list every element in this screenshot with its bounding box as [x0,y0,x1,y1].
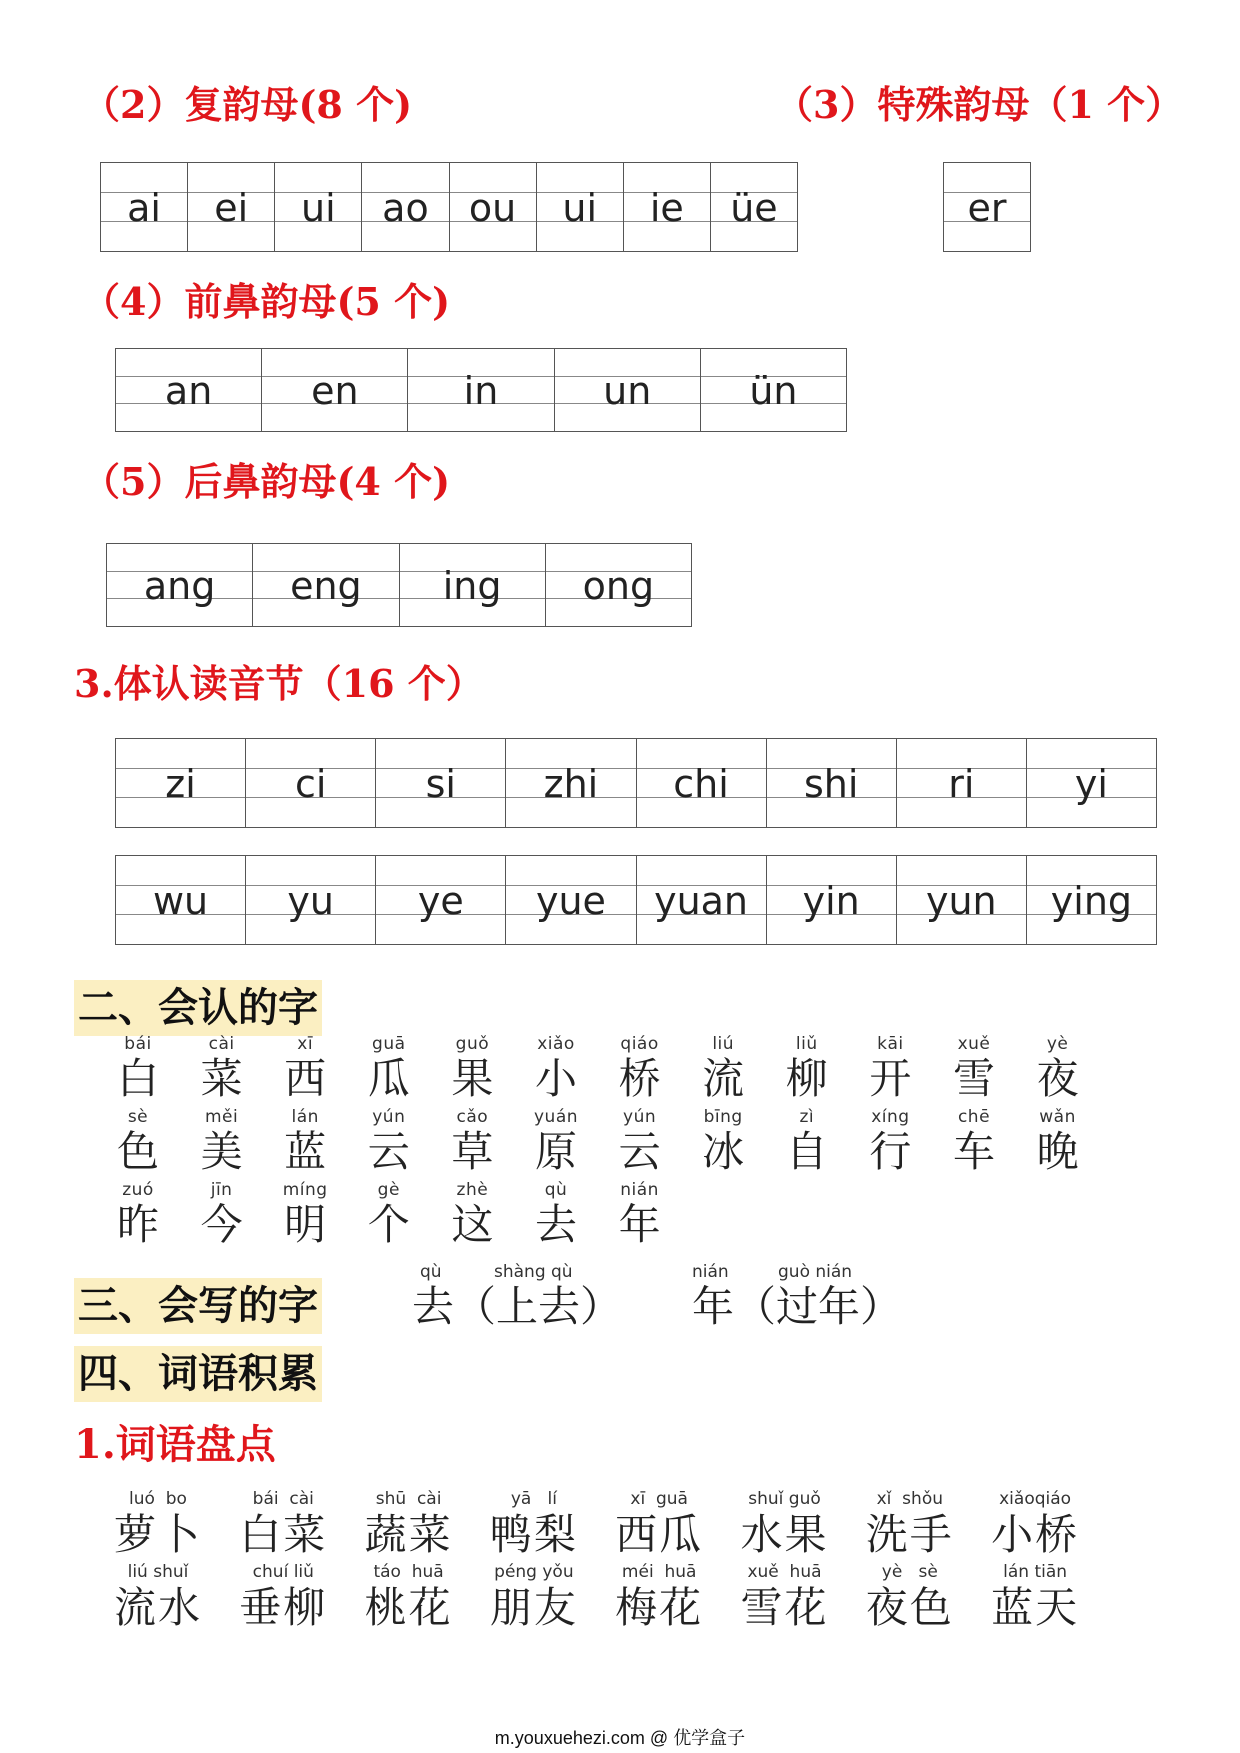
char-with-pinyin [436,1180,508,1250]
char-pinyin: bīng [703,1107,743,1127]
char-hanzi: 云 [618,1127,661,1176]
word-pinyin: bái cài [252,1489,314,1509]
syllable-cell: yuan [637,856,767,944]
word-pinyin: xiǎoqiáo [999,1489,1072,1509]
char-hanzi: 桥 [618,1054,661,1103]
char-pinyin: sè [127,1107,149,1127]
word-hanzi: 雪花 [740,1583,829,1632]
char-pinyin: jīn [210,1180,233,1200]
word-with-pinyin [729,1488,841,1560]
recognize-title: 二、会认的字 [74,980,322,1036]
write-word: 上去 [496,1282,581,1331]
char-hanzi: 这 [451,1200,494,1249]
word-hanzi: 鸭梨 [489,1510,578,1559]
char-with-pinyin [102,1107,174,1177]
final-cell: üe [730,186,778,230]
char-with-pinyin [604,1180,676,1250]
word-with-pinyin [478,1488,590,1560]
word-pinyin: xuě huā [747,1562,822,1582]
char-with-pinyin [269,1180,341,1250]
char-with-pinyin [771,1107,843,1177]
char-pinyin: liú [712,1034,735,1054]
word-with-pinyin [102,1561,214,1633]
final-cell: ai [101,163,188,251]
front-nasal-title: （4）前鼻韵母(5 个) [82,279,451,324]
char-pinyin: liǔ [795,1034,818,1054]
final-cell: ün [749,369,798,413]
char-with-pinyin [1022,1107,1094,1177]
char-hanzi: 夜 [1036,1054,1079,1103]
final-cell: ou [450,163,537,251]
char-hanzi: 果 [451,1054,494,1103]
final-cell: eng [253,544,399,626]
word-with-pinyin [854,1488,966,1560]
word-pinyin: yā lí [510,1489,557,1509]
char-pinyin: wǎn [1039,1107,1076,1127]
word-hanzi: 洗手 [865,1510,954,1559]
word-pinyin: yè sè [881,1562,938,1582]
final-cell: in [408,349,554,431]
char-pinyin: měi [204,1107,239,1127]
word-hanzi: 白菜 [239,1510,328,1559]
final-cell: ui [537,163,624,251]
whole-syllables-grid-1 [115,738,1157,828]
char-hanzi: 去 [534,1200,577,1249]
char-with-pinyin [353,1180,425,1250]
write-title: 三、会写的字 [74,1278,322,1334]
footer-brand: 优学盒子 [673,1728,746,1748]
char-hanzi: 原 [534,1127,577,1176]
word-pinyin: táo huā [373,1562,444,1582]
word-with-pinyin [353,1561,465,1633]
word-pinyin: xǐ shǒu [876,1489,943,1509]
char-hanzi: 自 [785,1127,828,1176]
char-pinyin: xiǎo [537,1034,575,1054]
special-final-grid [943,162,1031,252]
char-pinyin: xī [297,1034,314,1054]
char-pinyin: bái [124,1034,152,1054]
word-with-pinyin [979,1561,1091,1633]
syllable-cell: yu [246,856,376,944]
word-pinyin: xī guā [630,1489,688,1509]
word-with-pinyin [603,1488,715,1560]
char-hanzi: 车 [952,1127,995,1176]
char-hanzi: 色 [116,1127,159,1176]
syllable-cell: ye [376,856,506,944]
char-hanzi: 白 [116,1054,159,1103]
char-pinyin: yuán [533,1107,579,1127]
char-with-pinyin [938,1034,1010,1104]
word-pinyin: lán tiān [1003,1562,1068,1582]
write-word-pinyin: guò nián [778,1262,853,1282]
footer-sep: @ [649,1728,669,1748]
char-hanzi: 蓝 [284,1127,327,1176]
compound-finals-grid [100,162,798,252]
word-hanzi: 朋友 [489,1583,578,1632]
final-cell: ei [188,163,275,251]
word-with-pinyin [353,1488,465,1560]
char-hanzi: 小 [534,1054,577,1103]
char-hanzi: 雪 [952,1054,995,1103]
char-with-pinyin [102,1180,174,1250]
char-pinyin: míng [282,1180,328,1200]
word-with-pinyin [102,1488,214,1560]
char-pinyin: qiáo [620,1034,659,1054]
back-nasal-title: （5）后鼻韵母(4 个) [82,459,451,504]
word-with-pinyin [603,1561,715,1633]
word-hanzi: 蔬菜 [364,1510,453,1559]
write-char-line: 年（过年） [692,1282,903,1331]
word-hanzi: 水果 [740,1510,829,1559]
char-hanzi: 年 [618,1200,661,1249]
syllable-cell: si [376,739,506,827]
char-pinyin: xíng [871,1107,910,1127]
char-with-pinyin [353,1034,425,1104]
word-hanzi: 蓝天 [991,1583,1080,1632]
word-pinyin: liú shuǐ [127,1562,189,1582]
char-hanzi: 柳 [785,1054,828,1103]
char-pinyin: chē [957,1107,991,1127]
char-pinyin: yún [372,1107,406,1127]
char-pinyin: gè [377,1180,400,1200]
char-with-pinyin [186,1034,258,1104]
final-cell: an [116,349,262,431]
char-hanzi: 菜 [200,1054,243,1103]
char-pinyin: qù [544,1180,568,1200]
syllable-cell: ri [897,739,1027,827]
char-with-pinyin [687,1034,759,1104]
char-with-pinyin [186,1107,258,1177]
word-hanzi: 萝卜 [113,1510,202,1559]
char-with-pinyin [102,1034,174,1104]
char-with-pinyin [854,1034,926,1104]
write-word: 过年 [776,1282,861,1331]
char-with-pinyin [186,1180,258,1250]
word-with-pinyin [729,1561,841,1633]
word-pinyin: luó bo [129,1489,187,1509]
char-with-pinyin [604,1107,676,1177]
char-pinyin: kāi [877,1034,904,1054]
char-hanzi: 美 [200,1127,243,1176]
write-char-pinyin: nián [692,1262,729,1282]
char-hanzi: 流 [702,1054,745,1103]
word-with-pinyin [478,1561,590,1633]
char-with-pinyin [771,1034,843,1104]
final-cell: ui [275,163,362,251]
syllable-cell: wu [116,856,246,944]
char-hanzi: 明 [284,1200,327,1249]
word-hanzi: 小桥 [991,1510,1080,1559]
write-word-pinyin: shàng qù [494,1262,573,1282]
vocab-subtitle: 1.词语盘点 [74,1421,276,1468]
char-with-pinyin [436,1034,508,1104]
char-hanzi: 今 [200,1200,243,1249]
char-pinyin: nián [620,1180,659,1200]
char-hanzi: 行 [869,1127,912,1176]
word-hanzi: 流水 [113,1583,202,1632]
syllable-cell: chi [637,739,767,827]
char-with-pinyin [687,1107,759,1177]
final-cell: ong [582,564,655,608]
syllable-cell: yi [1074,762,1108,806]
syllable-cell: ying [1050,879,1133,923]
char-hanzi: 个 [367,1200,410,1249]
syllable-cell: yin [767,856,897,944]
vocab-title: 四、词语积累 [74,1346,322,1402]
word-pinyin: péng yǒu [494,1562,574,1582]
char-hanzi: 瓜 [367,1054,410,1103]
word-hanzi: 西瓜 [615,1510,704,1559]
word-with-pinyin [854,1561,966,1633]
char-with-pinyin [520,1034,592,1104]
final-cell: en [262,349,408,431]
syllable-cell: yue [506,856,636,944]
final-cell: er [967,186,1007,230]
char-with-pinyin [436,1107,508,1177]
char-with-pinyin [1022,1034,1094,1104]
char-with-pinyin [269,1034,341,1104]
footer-site[interactable]: m.youxuehezi.com [494,1728,645,1748]
char-pinyin: xuě [957,1034,991,1054]
char-hanzi: 西 [284,1054,327,1103]
word-with-pinyin [227,1488,339,1560]
word-pinyin: shū cài [375,1489,442,1509]
word-pinyin: shuǐ guǒ [748,1489,821,1509]
char-hanzi: 昨 [116,1200,159,1249]
front-nasal-grid [115,348,847,432]
final-cell: ao [362,163,449,251]
char-with-pinyin [520,1107,592,1177]
final-cell: un [555,349,701,431]
final-cell: ang [107,544,253,626]
syllable-cell: shi [767,739,897,827]
char-with-pinyin [938,1107,1010,1177]
char-hanzi: 开 [869,1054,912,1103]
char-pinyin: zì [799,1107,815,1127]
final-cell: ie [624,163,711,251]
write-char: 去 [412,1282,455,1331]
char-hanzi: 云 [367,1127,410,1176]
char-pinyin: cǎo [456,1107,489,1127]
char-with-pinyin [854,1107,926,1177]
write-char: 年 [692,1282,735,1331]
char-pinyin: lán [291,1107,319,1127]
final-cell: ing [400,544,546,626]
char-pinyin: guǒ [455,1034,490,1054]
char-hanzi: 草 [451,1127,494,1176]
char-with-pinyin [520,1180,592,1250]
word-hanzi: 桃花 [364,1583,453,1632]
char-pinyin: yún [623,1107,657,1127]
compound-finals-title: （2）复韵母(8 个) [82,82,413,127]
word-pinyin: chuí liǔ [252,1562,314,1582]
char-pinyin: yè [1046,1034,1069,1054]
word-with-pinyin [227,1561,339,1633]
write-char-line: 去（上去） [412,1282,623,1331]
word-pinyin: méi huā [621,1562,697,1582]
write-char-pinyin: qù [420,1262,442,1282]
special-final-title: （3）特殊韵母（1 个） [775,82,1184,127]
char-with-pinyin [269,1107,341,1177]
char-pinyin: guā [372,1034,406,1054]
char-hanzi: 晚 [1036,1127,1079,1176]
word-hanzi: 垂柳 [239,1583,328,1632]
char-with-pinyin [353,1107,425,1177]
syllable-cell: zi [116,739,246,827]
syllable-cell: yun [897,856,1027,944]
word-hanzi: 夜色 [865,1583,954,1632]
word-hanzi: 梅花 [615,1583,704,1632]
back-nasal-grid [106,543,692,627]
char-pinyin: zuó [122,1180,154,1200]
whole-syllables-title: 3.体认读音节（16 个） [74,661,484,706]
char-hanzi: 冰 [702,1127,745,1176]
whole-syllables-grid-2 [115,855,1157,945]
syllable-cell: ci [246,739,376,827]
char-pinyin: cài [208,1034,235,1054]
char-with-pinyin [604,1034,676,1104]
footer [0,1724,1240,1750]
char-pinyin: zhè [456,1180,489,1200]
word-with-pinyin [979,1488,1091,1560]
syllable-cell: zhi [506,739,636,827]
